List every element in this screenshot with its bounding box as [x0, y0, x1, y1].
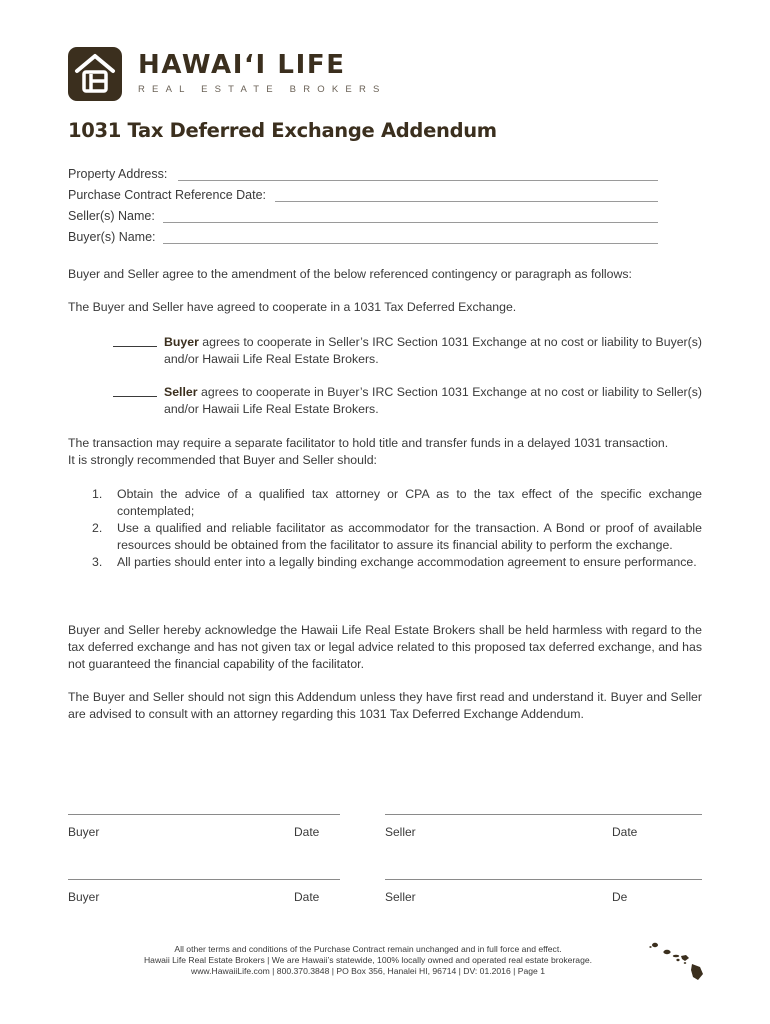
agreement-text [164, 334, 702, 368]
seller-signature-line[interactable] [385, 814, 702, 815]
buyer-label: Buyer [68, 825, 100, 839]
facilitator-line: It is strongly recommended that Buyer and Seller should: [68, 453, 377, 467]
logo-name: HAWAI‘I LIFE [138, 50, 346, 80]
field-label: Buyer(s) Name: [68, 230, 156, 244]
seller-date-label: De [612, 890, 628, 904]
list-item [68, 554, 702, 571]
buyer-signature-line[interactable] [68, 814, 340, 815]
logo-tagline: REAL ESTATE BROKERS [138, 84, 387, 95]
field-label: Seller(s) Name: [68, 209, 155, 223]
agreement-text [164, 384, 702, 418]
buyer-date-label: Date [294, 890, 320, 904]
recommendation-list [68, 486, 702, 571]
agreement-party: Seller [164, 385, 198, 399]
field-underline [275, 201, 658, 202]
cooperate-paragraph: The Buyer and Seller have agreed to cooperate in a 1031 Tax Deferred Exchange. [68, 300, 517, 314]
list-item [68, 486, 702, 520]
list-number: 2. [92, 521, 103, 535]
field-label: Purchase Contract Reference Date: [68, 188, 267, 202]
advice-paragraph: The Buyer and Seller should not sign this Addendum unless they have first read and understand it. Buyer and Seller are advised to consult with an attorney regarding this 1031 Tax Deferred Exchange Addendum. [68, 690, 702, 721]
footer-line: Hawaii Life Real Estate Brokers | We are Hawaii’s statewide, 100% locally owned and operated real estate brokerage. [143, 955, 593, 965]
page-footer [68, 944, 668, 977]
facilitator-line: The transaction may require a separate facilitator to hold title and transfer funds in a delayed 1031 transaction. [68, 436, 669, 450]
property-address-field[interactable] [68, 167, 658, 185]
facilitator-paragraph [68, 435, 702, 469]
acknowledgement-paragraph: Buyer and Seller hereby acknowledge the Hawaii Life Real Estate Brokers shall be held harmless with regard to the tax deferred exchange and has not given tax or legal advice related to this proposed tax deferred exchange, and has not guaranteed the financial capability of the facilitator. [68, 623, 702, 671]
agreement-body: agrees to cooperate in Buyer’s IRC Section 1031 Exchange at no cost or liability to Seller(s) and/or Hawaii Life Real Estate Brokers. [164, 385, 702, 416]
list-text: Use a qualified and reliable facilitator as accommodator for the transaction. A Bond or proof of available resources should be obtained from the facilitator to assure its financial ability to perform the exchange. [117, 521, 702, 552]
contract-date-field[interactable] [68, 188, 658, 206]
buyer-name-field[interactable] [68, 230, 658, 248]
seller-date-label: Date [612, 825, 638, 839]
buyer-date-label: Date [294, 825, 320, 839]
intro-paragraph: Buyer and Seller agree to the amendment of the below referenced contingency or paragraph as follows: [68, 267, 632, 281]
seller-signature-line-2[interactable] [385, 879, 702, 880]
seller-label: Seller [385, 825, 416, 839]
buyer-label: Buyer [68, 890, 100, 904]
agreement-body: agrees to cooperate in Seller’s IRC Section 1031 Exchange at no cost or liability to Buyer(s) and/or Hawaii Life Real Estate Brokers. [164, 335, 702, 366]
buyer-initial-blank[interactable] [113, 346, 157, 347]
hawaiian-islands-icon [648, 940, 706, 987]
house-logo-icon [68, 47, 122, 101]
list-number: 3. [92, 555, 103, 569]
company-logo [68, 47, 387, 103]
page-title: 1031 Tax Deferred Exchange Addendum [68, 119, 497, 142]
seller-initial-blank[interactable] [113, 396, 157, 397]
field-label: Property Address: [68, 167, 168, 181]
field-underline [178, 180, 658, 181]
list-text: Obtain the advice of a qualified tax attorney or CPA as to the tax effect of the specific exchange contemplated; [117, 487, 702, 518]
field-underline [163, 243, 658, 244]
list-text: All parties should enter into a legally binding exchange accommodation agreement to ensure performance. [117, 555, 697, 569]
field-underline [163, 222, 658, 223]
list-item [68, 520, 702, 554]
seller-label: Seller [385, 890, 416, 904]
buyer-signature-line-2[interactable] [68, 879, 340, 880]
footer-line: www.HawaiiLife.com | 800.370.3848 | PO Box 356, Hanalei HI, 96714 | DV: 01.2016 | Page 1 [190, 966, 545, 976]
seller-name-field[interactable] [68, 209, 658, 227]
agreement-party: Buyer [164, 335, 199, 349]
list-number: 1. [92, 487, 103, 501]
footer-line: All other terms and conditions of the Purchase Contract remain unchanged and in full force and effect. [174, 944, 562, 954]
